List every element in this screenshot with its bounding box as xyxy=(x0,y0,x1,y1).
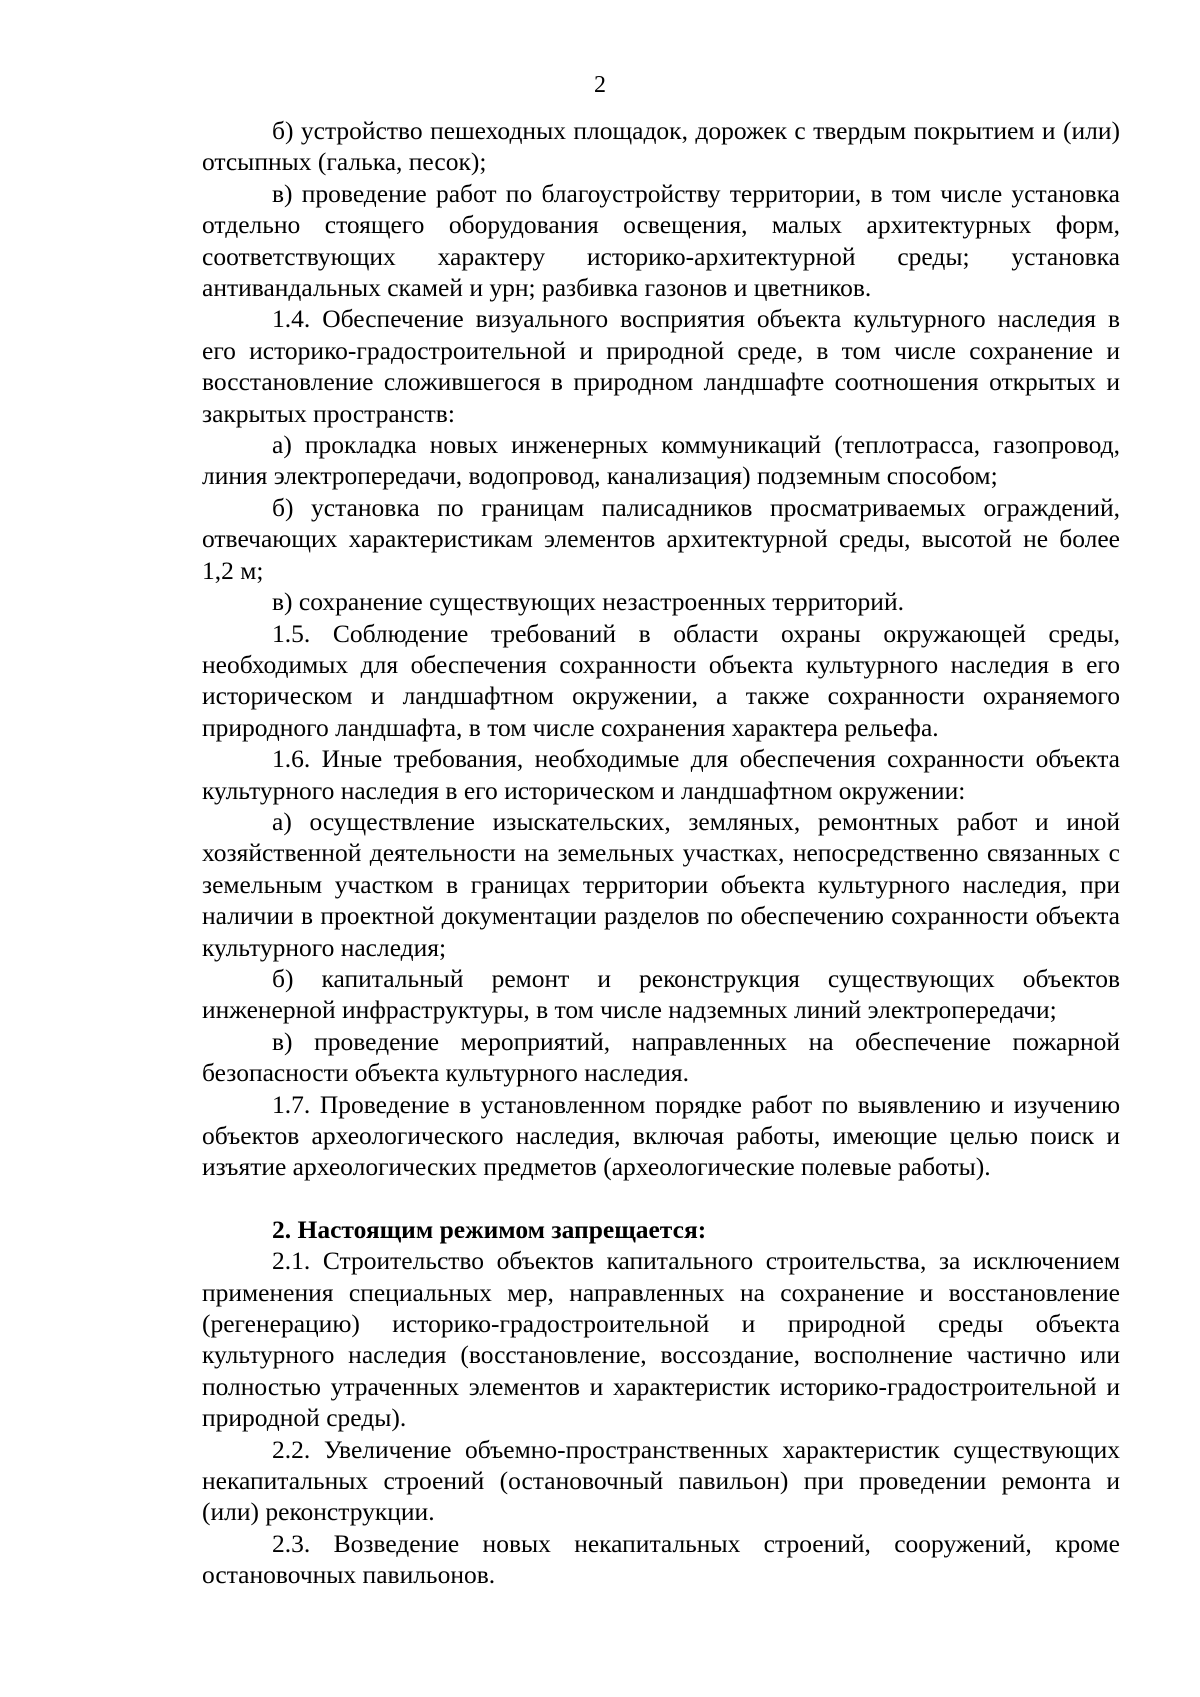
page-number: 2 xyxy=(594,72,606,98)
paragraph-2-3: 2.3. Возведение новых некапитальных строений, сооружений, кроме остановочных павильонов. xyxy=(202,1528,1120,1590)
paragraph-1-4: 1.4. Обеспечение визуального восприятия объекта культурного наследия в его историко-градостроительной и природной среде, в том числе сохранение и восстановление сложившегося в природном ландшафте соотношения открытых и закрытых пространств: xyxy=(202,304,1120,428)
paragraph-1-7: 1.7. Проведение в установленном порядке работ по выявлению и изучению объектов археологического наследия, включая работы, имеющие целью поиск и изъятие археологических предметов (археологические полевые работы). xyxy=(202,1089,1120,1182)
paragraph-1-3b: б) устройство пешеходных площадок, дорожек с твердым покрытием и (или) отсыпных (галька, песок); xyxy=(202,116,1120,177)
paragraph-1-6: 1.6. Иные требования, необходимые для обеспечения сохранности объекта культурного наследия в его историческом и ландшафтном окружении: xyxy=(202,744,1120,805)
paragraph-1-5: 1.5. Соблюдение требований в области охраны окружающей среды, необходимых для обеспечения сохранности объекта культурного наследия в его историческом и ландшафтном окружении, а также сохранности охраняемого природного ландшафта, в том числе сохранения характера рельефа. xyxy=(202,618,1120,742)
paragraph-1-4b: б) установка по границам палисадников просматриваемых ограждений, отвечающих характеристикам элементов архитектурной среды, высотой не более 1,2 м; xyxy=(202,492,1120,585)
section-2-heading: 2. Настоящим режимом запрещается: xyxy=(272,1214,707,1244)
paragraph-2-2: 2.2. Увеличение объемно-пространственных характеристик существующих некапитальных строений (остановочный павильон) при проведении ремонта и (или) реконструкции. xyxy=(202,1434,1120,1527)
paragraph-2-1: 2.1. Строительство объектов капитального строительства, за исключением применения специальных мер, направленных на сохранение и восстановление (регенерацию) историко-градостроительной и природной среды объекта культурного наследия (восстановление, воссоздание, восполнение частично или полностью утраченных элементов и характеристик историко-градостроительной и природной среды). xyxy=(202,1246,1120,1433)
paragraph-1-6b: б) капитальный ремонт и реконструкция существующих объектов инженерной инфраструктуры, в том числе надземных линий электропередачи; xyxy=(202,963,1120,1025)
paragraph-1-6a: а) осуществление изыскательских, земляных, ремонтных работ и иной хозяйственной деятельности на земельных участках, непосредственно связанных с земельным участком в границах территории объекта культурного наследия, при наличии в проектной документации разделов по обеспечению сохранности объекта культурного наследия; xyxy=(202,806,1120,962)
paragraph-1-4v: в) сохранение существующих незастроенных территорий. xyxy=(272,587,904,617)
paragraph-1-6v: в) проведение мероприятий, направленных на обеспечение пожарной безопасности объекта культурного наследия. xyxy=(202,1026,1120,1088)
paragraph-1-3v: в) проведение работ по благоустройству территории, в том числе установка отдельно стоящего оборудования освещения, малых архитектурных форм, соответствующих характеру историко-архитектурной среды; установка антивандальных скамей и урн; разбивка газонов и цветников. xyxy=(202,178,1120,303)
document-body xyxy=(202,115,1120,1591)
paragraph-1-4a: а) прокладка новых инженерных коммуникаций (теплотрасса, газопровод, линия электропередачи, водопровод, канализация) подземным способом; xyxy=(202,430,1120,491)
